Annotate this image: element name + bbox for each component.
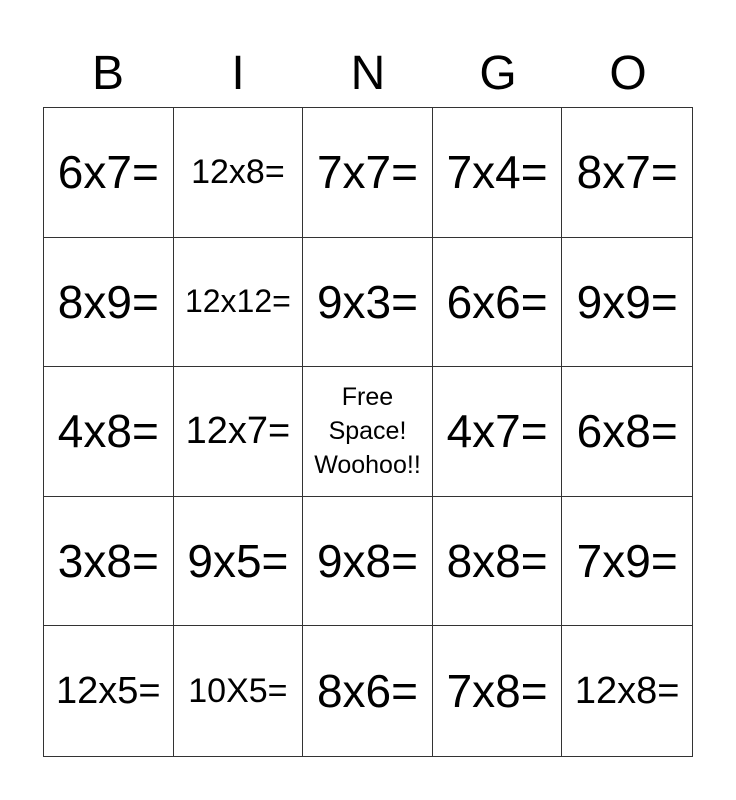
cell-text: 9x8= bbox=[316, 535, 418, 588]
bingo-cell bbox=[433, 497, 563, 627]
cell-text: 10X5= bbox=[188, 671, 288, 710]
cell-text: 12x5= bbox=[56, 669, 161, 712]
bingo-header bbox=[43, 44, 693, 104]
cell-text: 7x9= bbox=[576, 535, 678, 588]
bingo-cell bbox=[433, 626, 563, 756]
bingo-cell bbox=[562, 497, 692, 627]
cell-text: 7x8= bbox=[446, 665, 548, 718]
cell-text: 6x6= bbox=[446, 275, 548, 328]
cell-text: 9x5= bbox=[187, 535, 289, 588]
bingo-cell bbox=[303, 497, 433, 627]
header-letter-i: I bbox=[231, 47, 245, 100]
bingo-cell bbox=[433, 238, 563, 368]
bingo-cell bbox=[433, 108, 563, 238]
bingo-cell bbox=[562, 367, 692, 497]
cell-text: 7x7= bbox=[316, 146, 418, 199]
header-letter-g: G bbox=[479, 47, 517, 100]
cell-text: 8x7= bbox=[576, 146, 678, 199]
bingo-cell bbox=[44, 626, 174, 756]
cell-text: 4x8= bbox=[57, 405, 159, 458]
cell-text: 8x6= bbox=[316, 665, 418, 718]
bingo-cell bbox=[433, 367, 563, 497]
cell-text: 9x3= bbox=[316, 275, 418, 328]
bingo-cell bbox=[562, 626, 692, 756]
bingo-cell bbox=[174, 497, 304, 627]
bingo-cell bbox=[174, 238, 304, 368]
bingo-cell bbox=[174, 108, 304, 238]
cell-text: 6x8= bbox=[576, 405, 678, 458]
bingo-cell bbox=[303, 108, 433, 238]
bingo-cell bbox=[44, 367, 174, 497]
bingo-cell bbox=[303, 626, 433, 756]
cell-text: 12x7= bbox=[185, 409, 291, 452]
cell-text: 12x8= bbox=[191, 152, 285, 191]
cell-text: 12x12= bbox=[184, 283, 291, 320]
bingo-cell bbox=[44, 108, 174, 238]
cell-text: 4x7= bbox=[446, 405, 548, 458]
bingo-cell bbox=[44, 497, 174, 627]
free-space-cell bbox=[303, 367, 433, 497]
cell-text: 8x8= bbox=[446, 535, 548, 588]
header-letter-n: N bbox=[350, 47, 386, 100]
cell-text: 9x9= bbox=[576, 275, 678, 328]
cell-text: 8x9= bbox=[57, 275, 159, 328]
bingo-cell bbox=[303, 238, 433, 368]
bingo-grid bbox=[43, 107, 693, 757]
cell-text: 6x7= bbox=[57, 146, 159, 199]
free-space-text: Free Space! Woohoo!! bbox=[314, 383, 421, 480]
bingo-cell bbox=[174, 367, 304, 497]
bingo-cell bbox=[174, 626, 304, 756]
cell-text: 3x8= bbox=[57, 535, 159, 588]
header-letter-b: B bbox=[91, 47, 124, 100]
header-letter-o: O bbox=[609, 47, 647, 100]
cell-text: 12x8= bbox=[574, 669, 680, 712]
bingo-cell bbox=[562, 238, 692, 368]
bingo-cell bbox=[562, 108, 692, 238]
bingo-cell bbox=[44, 238, 174, 368]
cell-text: 7x4= bbox=[446, 146, 548, 199]
